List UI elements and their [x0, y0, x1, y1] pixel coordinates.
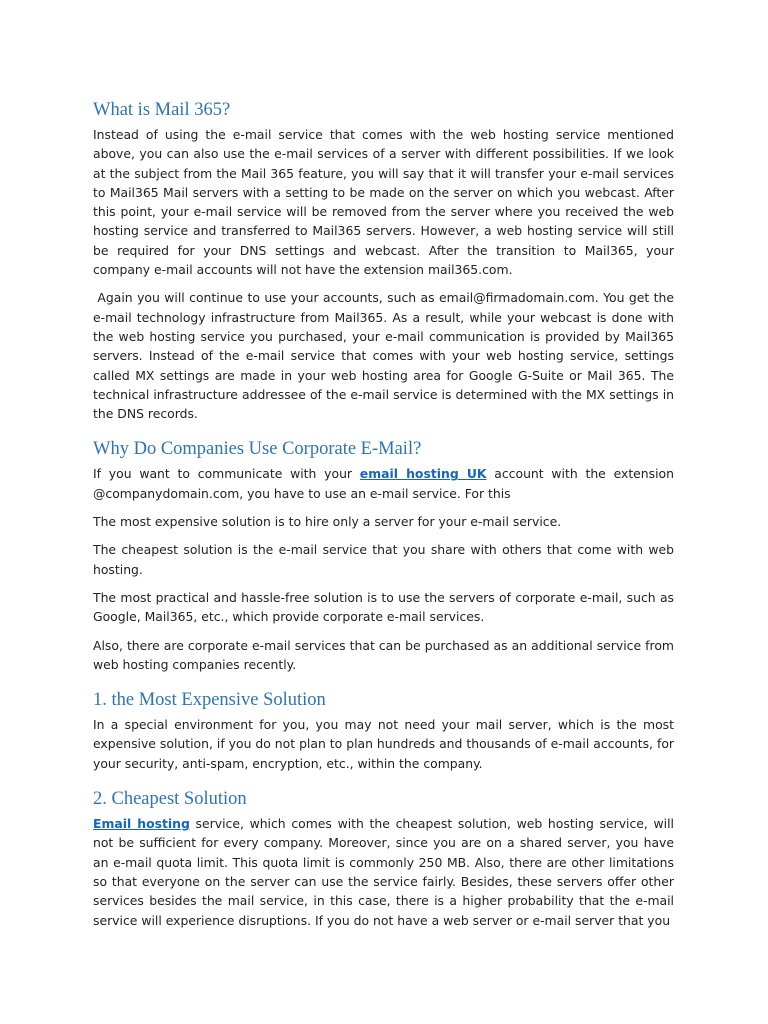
paragraph-special-environment: In a special environment for you, you may not need your mail server, which is the most expensive solution, if you do not plan to plan hundreds and thousands of e-mail accounts, for your security, anti-spam, encryption, etc., within the company. [93, 717, 674, 771]
paragraph-most-practical: The most practical and hassle-free solution is to use the servers of corporate e-mail, such as Google, Mail365, etc., which provide corporate e-mail services. [93, 589, 674, 625]
heading-why-corporate-email: Why Do Companies Use Corporate E-Mail? [93, 439, 422, 460]
text-email-hosting-after: service, which comes with the cheapest solution, web hosting service, will not be sufficient for every company. Moreover, since you are on a shared server, you have an e-mail quota limit. This quota limit is commonly 250 MB. Also, there are other limitations so that everyone on the server can use the service fairly. Besides, these servers offer other services besides the mail service, in this case, there is a higher probability that the e-mail service will experience disruptions. If you do not have a web server or e-mail server that you [93, 816, 674, 928]
paragraph-additional-service: Also, there are corporate e-mail services that can be purchased as an additional service from web hosting companies recently. [93, 637, 674, 672]
link-email-hosting[interactable]: Email hosting [93, 816, 190, 832]
paragraph-email-hosting [93, 814, 674, 930]
paragraph-mail365-intro: Instead of using the e-mail service that comes with the web hosting service mentioned above, you can also use the e-mail services of a server with different possibilities. If we look at the subject from the Mail 365 feature, you will say that it will transfer your e-mail services to Mail365 Mail servers with a setting to be made on the server on which you webcast. After this point, your e-mail service will be removed from the server where you received the web hosting service and transferred to Mail365 servers. However, a web hosting service will still be required for your DNS settings and webcast. After the transition to Mail365, your company e-mail accounts will not have the extension mail365.com. [93, 127, 674, 278]
heading-what-is-mail365: What is Mail 365? [93, 100, 231, 120]
heading-cheapest-solution: 2. Cheapest Solution [93, 789, 247, 810]
paragraph-mail365-accounts: Again you will continue to use your accounts, such as email@firmadomain.com. You get the e-mail technology infrastructure from Mail365. As a result, while your webcast is done with the web hosting service you purchased, your e-mail communication is provided by Mail365 servers. Instead of the e-mail service that comes with your web hosting service, settings called MX settings are made in your web hosting area for Google G-Suite or Mail 365. The technical infrastructure addressee of the e-mail service is determined with the MX settings in the DNS records. [93, 290, 674, 422]
paragraph-communicate [93, 464, 674, 503]
link-email-hosting-uk[interactable]: email hosting UK [359, 466, 487, 482]
paragraph-cheapest: The cheapest solution is the e-mail service that you share with others that come with web hosting. [93, 542, 674, 577]
text-communicate-before: If you want to communicate with your [93, 466, 360, 482]
document-page [93, 98, 674, 939]
paragraph-most-expensive: The most expensive solution is to hire only a server for your e-mail service. [93, 514, 562, 530]
text-communicate-after: account with the extension @companydomain.com, you have to use an e-mail service. For this [93, 466, 674, 501]
heading-most-expensive-solution: 1. the Most Expensive Solution [93, 690, 326, 711]
